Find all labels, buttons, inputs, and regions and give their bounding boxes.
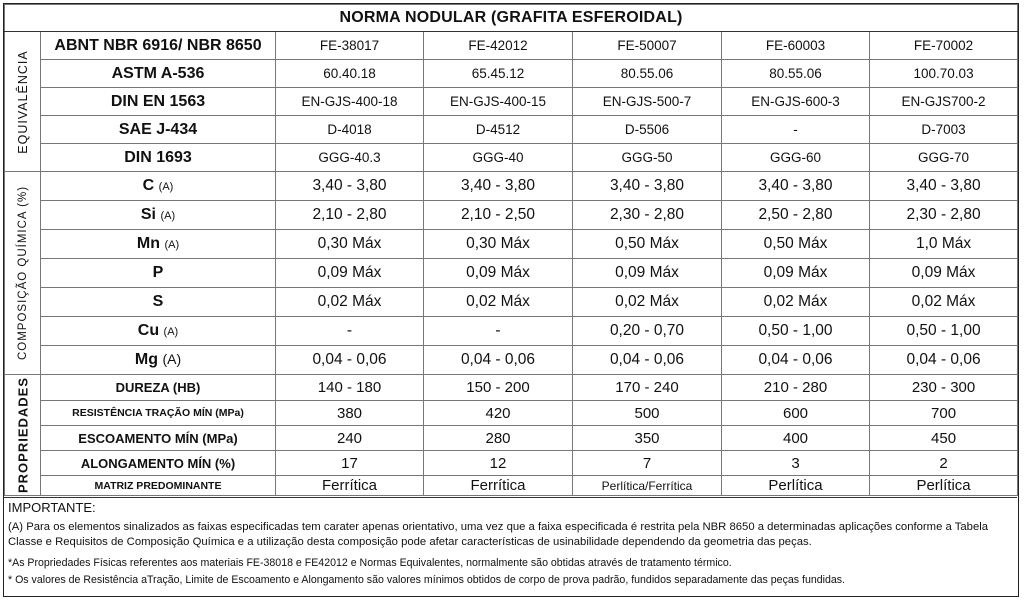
- table-row: [5, 375, 1018, 401]
- row-label-text: S: [152, 293, 164, 310]
- row-label-text: Si: [140, 206, 156, 223]
- table-cell: 0,04 - 0,06: [870, 346, 1018, 375]
- table-cell: EN-GJS-600-3: [722, 88, 870, 116]
- table-row: [5, 288, 1018, 317]
- table-cell: 1,0 Máx: [870, 230, 1018, 259]
- table-cell: 3,40 - 3,80: [722, 172, 870, 201]
- table-cell: 420: [424, 401, 573, 426]
- table-cell: 17: [276, 451, 424, 476]
- table-cell: FE-42012: [424, 32, 573, 60]
- row-label-note-marker: (A): [162, 351, 182, 367]
- table-cell: 0,04 - 0,06: [276, 346, 424, 375]
- table-cell: 500: [573, 401, 722, 426]
- table-cell: D-5506: [573, 116, 722, 144]
- table-cell: 3,40 - 3,80: [870, 172, 1018, 201]
- table-cell: Perlítica/Ferrítica: [573, 476, 722, 496]
- row-label: [41, 476, 276, 496]
- row-label: [41, 88, 276, 116]
- row-label-text: DUREZA (HB): [115, 380, 201, 395]
- table-cell: GGG-70: [870, 144, 1018, 172]
- row-label: [41, 288, 276, 317]
- table-cell: FE-60003: [722, 32, 870, 60]
- table-cell: FE-50007: [573, 32, 722, 60]
- table-cell: 0,09 Máx: [870, 259, 1018, 288]
- row-label-text: SAE J-434: [118, 120, 198, 138]
- group-label-propriedades: [5, 375, 41, 496]
- table-cell: 240: [276, 426, 424, 451]
- table-cell: 3,40 - 3,80: [573, 172, 722, 201]
- group-label-text: COMPOSIÇÃO QUÍMICA (%): [16, 185, 29, 361]
- row-label-text: DIN EN 1563: [110, 92, 206, 110]
- table-row: [5, 32, 1018, 60]
- table-row: [5, 230, 1018, 259]
- table-cell: 450: [870, 426, 1018, 451]
- table-cell: 80.55.06: [573, 60, 722, 88]
- table-cell: 0,20 - 0,70: [573, 317, 722, 346]
- note-c: * Os valores de Resistência aTração, Limite de Escoamento e Alongamento são valores mínimos obtidos de corpo de prova padrão, fundidos separadamente das peças fundidas.: [8, 574, 845, 586]
- table-cell: FE-70002: [870, 32, 1018, 60]
- table-row: [5, 60, 1018, 88]
- table-cell: 65.45.12: [424, 60, 573, 88]
- table-cell: D-4018: [276, 116, 424, 144]
- row-label: [41, 375, 276, 401]
- row-label-text: Mg: [134, 351, 158, 368]
- table-row: [5, 401, 1018, 426]
- group-label-composicao: [5, 172, 41, 375]
- note-a: (A) Para os elementos sinalizados as faixas especificadas tem carater apenas orientativo, uma vez que a faixa especificada é restrita pela NBR 8650 a determinadas aplicações conforme a Tabela Classe e Requisitos de Composição Química e a utilização desta composição pode afetar características de usinabilidade dependendo da geometria das peças.: [8, 521, 989, 548]
- table-cell: -: [424, 317, 573, 346]
- row-label-text: RESISTÊNCIA TRAÇÃO MÍN (MPa): [72, 407, 244, 419]
- row-label-text: Mn: [136, 235, 160, 252]
- table-cell: D-4512: [424, 116, 573, 144]
- table-cell: 3,40 - 3,80: [276, 172, 424, 201]
- table-cell: 280: [424, 426, 573, 451]
- row-label-text: P: [152, 264, 164, 281]
- row-label: [41, 401, 276, 426]
- table-cell: 600: [722, 401, 870, 426]
- table-cell: 100.70.03: [870, 60, 1018, 88]
- row-label: [41, 60, 276, 88]
- row-label: [41, 346, 276, 375]
- table-cell: Perlítica: [870, 476, 1018, 496]
- row-label: [41, 451, 276, 476]
- table-row: [5, 426, 1018, 451]
- table-cell: 2,30 - 2,80: [870, 201, 1018, 230]
- table-cell: 2,30 - 2,80: [573, 201, 722, 230]
- table-cell: EN-GJS-400-18: [276, 88, 424, 116]
- row-label: [41, 230, 276, 259]
- row-label: [41, 317, 276, 346]
- row-label: [41, 116, 276, 144]
- table-cell: 0,02 Máx: [870, 288, 1018, 317]
- table-cell: 0,30 Máx: [276, 230, 424, 259]
- table-cell: 2: [870, 451, 1018, 476]
- row-label-text: C: [142, 177, 155, 194]
- table-cell: 0,02 Máx: [722, 288, 870, 317]
- table-cell: 0,02 Máx: [573, 288, 722, 317]
- table-title: NORMA NODULAR (GRAFITA ESFEROIDAL): [5, 5, 1018, 32]
- table-cell: 0,30 Máx: [424, 230, 573, 259]
- table-body: [5, 5, 1018, 496]
- table-cell: 80.55.06: [722, 60, 870, 88]
- table-cell: 150 - 200: [424, 375, 573, 401]
- table-row: [5, 346, 1018, 375]
- table-cell: Perlítica: [722, 476, 870, 496]
- group-label-text: PROPRIEDADES: [15, 376, 30, 494]
- row-label: [41, 172, 276, 201]
- table-cell: Ferrítica: [424, 476, 573, 496]
- row-label-note-marker: (A): [164, 239, 180, 251]
- table-row: [5, 259, 1018, 288]
- row-label-note-marker: (A): [163, 326, 179, 338]
- table-cell: 0,02 Máx: [424, 288, 573, 317]
- table-cell: 2,10 - 2,80: [276, 201, 424, 230]
- table-cell: -: [722, 116, 870, 144]
- table-cell: EN-GJS700-2: [870, 88, 1018, 116]
- table-cell: Ferrítica: [276, 476, 424, 496]
- table-row: [5, 172, 1018, 201]
- table-row: [5, 451, 1018, 476]
- table-cell: 3,40 - 3,80: [424, 172, 573, 201]
- table-cell: 230 - 300: [870, 375, 1018, 401]
- table-cell: 140 - 180: [276, 375, 424, 401]
- row-label-text: ESCOAMENTO MÍN (MPa): [78, 430, 238, 446]
- row-label: [41, 32, 276, 60]
- row-label: [41, 259, 276, 288]
- table-cell: D-7003: [870, 116, 1018, 144]
- row-label: [41, 201, 276, 230]
- table-cell: 0,04 - 0,06: [424, 346, 573, 375]
- table-cell: 170 - 240: [573, 375, 722, 401]
- row-label: [41, 144, 276, 172]
- table-cell: 700: [870, 401, 1018, 426]
- row-label-text: ABNT NBR 6916/ NBR 8650: [54, 36, 262, 54]
- table-cell: 400: [722, 426, 870, 451]
- row-label-note-marker: (A): [158, 181, 174, 193]
- table-cell: 0,09 Máx: [276, 259, 424, 288]
- table-cell: 0,04 - 0,06: [573, 346, 722, 375]
- row-label-text: MATRIZ PREDOMINANTE: [94, 479, 222, 492]
- table-cell: 2,50 - 2,80: [722, 201, 870, 230]
- table-cell: 0,09 Máx: [722, 259, 870, 288]
- table-cell: GGG-60: [722, 144, 870, 172]
- table-cell: 0,50 - 1,00: [722, 317, 870, 346]
- notes-section: [4, 497, 1017, 590]
- row-label-text: DIN 1693: [124, 148, 192, 166]
- group-label-text: EQUIVALÊNCIA: [15, 49, 30, 154]
- table-cell: 60.40.18: [276, 60, 424, 88]
- table-cell: 0,09 Máx: [424, 259, 573, 288]
- table-cell: GGG-50: [573, 144, 722, 172]
- row-label-text: ALONGAMENTO MÍN (%): [80, 455, 236, 471]
- row-label-text: Cu: [137, 322, 160, 339]
- table-row: [5, 317, 1018, 346]
- row-label-note-marker: (A): [160, 210, 176, 222]
- table-cell: 0,09 Máx: [573, 259, 722, 288]
- norma-nodular-table-frame: [3, 3, 1019, 597]
- table-row: [5, 201, 1018, 230]
- table-row: [5, 476, 1018, 496]
- table-cell: 0,02 Máx: [276, 288, 424, 317]
- table-cell: FE-38017: [276, 32, 424, 60]
- table-cell: GGG-40.3: [276, 144, 424, 172]
- table-cell: 210 - 280: [722, 375, 870, 401]
- table-cell: 7: [573, 451, 722, 476]
- table-cell: 0,50 Máx: [722, 230, 870, 259]
- table-cell: EN-GJS-500-7: [573, 88, 722, 116]
- table-cell: EN-GJS-400-15: [424, 88, 573, 116]
- group-label-equivalencia: [5, 32, 41, 172]
- table-cell: GGG-40: [424, 144, 573, 172]
- table-cell: 380: [276, 401, 424, 426]
- table-cell: 350: [573, 426, 722, 451]
- table-row: [5, 88, 1018, 116]
- norma-nodular-table: [4, 4, 1018, 496]
- table-row: [5, 116, 1018, 144]
- note-b: *As Propriedades Físicas referentes aos materiais FE-38018 e FE42012 e Normas Equivalentes, normalmente são obtidas através de tratamento térmico.: [8, 557, 732, 569]
- table-cell: 0,50 - 1,00: [870, 317, 1018, 346]
- table-row: [5, 144, 1018, 172]
- notes-heading: IMPORTANTE:: [8, 500, 96, 515]
- table-cell: 2,10 - 2,50: [424, 201, 573, 230]
- table-cell: 3: [722, 451, 870, 476]
- row-label-text: ASTM A-536: [111, 64, 205, 82]
- table-cell: 0,50 Máx: [573, 230, 722, 259]
- row-label: [41, 426, 276, 451]
- table-cell: -: [276, 317, 424, 346]
- table-cell: 12: [424, 451, 573, 476]
- table-cell: 0,04 - 0,06: [722, 346, 870, 375]
